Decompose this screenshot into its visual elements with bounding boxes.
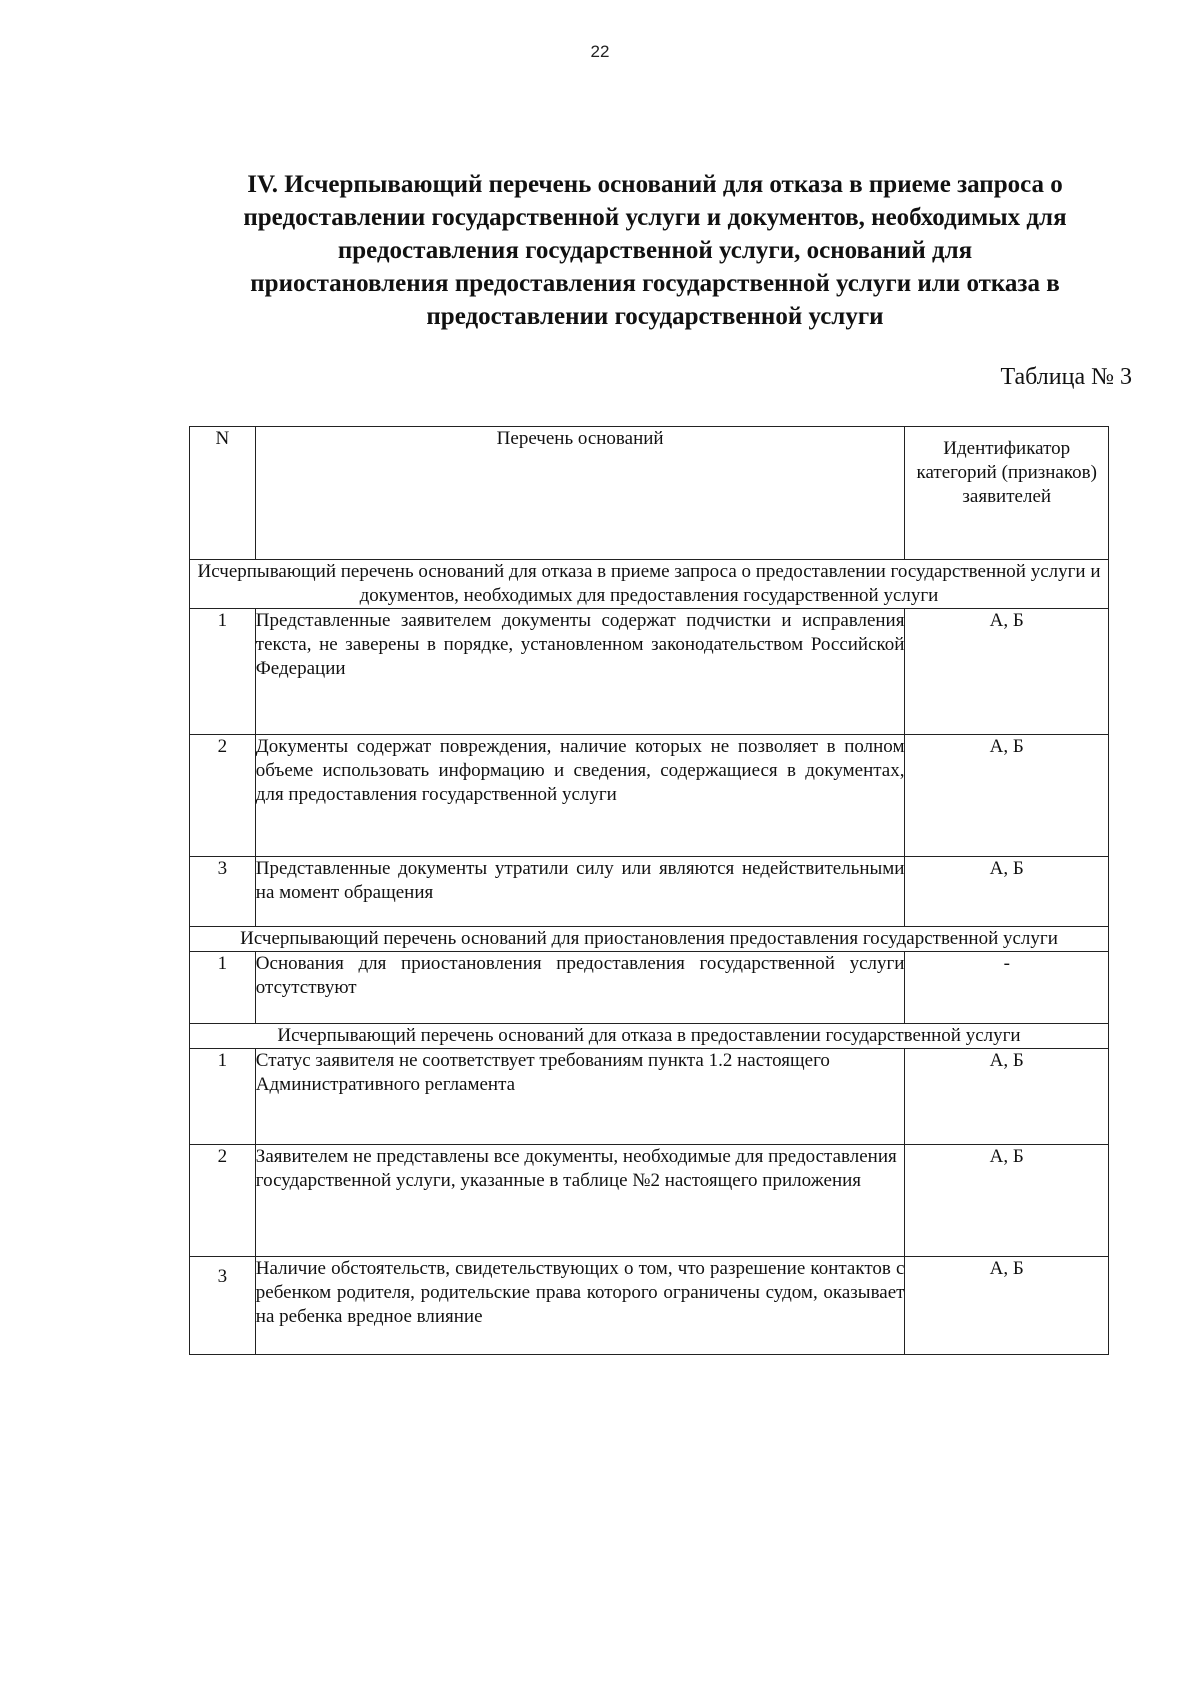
row-number: 3: [190, 1257, 256, 1355]
row-text: Представленные документы утратили силу или являются недействительными на момент обращения: [255, 857, 905, 927]
table-row: [190, 1049, 1109, 1145]
table-header-row: [190, 427, 1109, 560]
group-header-row: [190, 1024, 1109, 1049]
section-title: [175, 168, 1135, 333]
row-number: 1: [190, 952, 256, 1024]
section-title-line: приостановления предоставления государственной услуги или отказа в: [250, 270, 1060, 297]
group-title: Исчерпывающий перечень оснований для отказа в приеме запроса о предоставлении государственной услуги и документов, необходимых для предоставления государственной услуги: [190, 560, 1109, 609]
row-number: 1: [190, 1049, 256, 1145]
header-number: N: [190, 427, 256, 560]
group-title: Исчерпывающий перечень оснований для отказа в предоставлении государственной услуги: [190, 1024, 1109, 1049]
page-number: 22: [590, 42, 610, 61]
row-identifier: А, Б: [905, 1257, 1109, 1355]
table-row: [190, 609, 1109, 735]
header-identifier: Идентификатор категорий (признаков) заявителей: [905, 427, 1109, 560]
row-text: Документы содержат повреждения, наличие которых не позволяет в полном объеме использовать информацию и сведения, содержащиеся в документах, для предоставления государственной услуги: [255, 735, 905, 857]
group-header-row: [190, 927, 1109, 952]
row-text: Наличие обстоятельств, свидетельствующих о том, что разрешение контактов с ребенком родителя, родительские права которого ограничены судом, оказывает на ребенка вредное влияние: [255, 1257, 905, 1355]
row-identifier: А, Б: [905, 1049, 1109, 1145]
group-header-row: [190, 560, 1109, 609]
table-row: [190, 1145, 1109, 1257]
table-caption: Таблица № 3: [1000, 364, 1132, 390]
row-identifier: А, Б: [905, 735, 1109, 857]
section-title-line: предоставлении государственной услуги и документов, необходимых для: [243, 204, 1067, 231]
table-row: [190, 735, 1109, 857]
table-row: [190, 1257, 1109, 1355]
row-identifier: А, Б: [905, 609, 1109, 735]
grounds-table: [189, 426, 1109, 1355]
row-identifier: А, Б: [905, 1145, 1109, 1257]
row-number: 2: [190, 735, 256, 857]
table-row: [190, 952, 1109, 1024]
row-number: 3: [190, 857, 256, 927]
row-identifier: А, Б: [905, 857, 1109, 927]
row-text: Основания для приостановления предоставления государственной услуги отсутствуют: [255, 952, 905, 1024]
section-title-line: IV. Исчерпывающий перечень оснований для отказа в приеме запроса о: [247, 171, 1063, 198]
row-number: 2: [190, 1145, 256, 1257]
row-text: Статус заявителя не соответствует требованиям пункта 1.2 настоящего Административного регламента: [255, 1049, 905, 1145]
table-row: [190, 857, 1109, 927]
header-grounds: Перечень оснований: [255, 427, 905, 560]
row-identifier: -: [905, 952, 1109, 1024]
group-title: Исчерпывающий перечень оснований для приостановления предоставления государственной услуги: [190, 927, 1109, 952]
section-title-line: предоставления государственной услуги, оснований для: [337, 237, 973, 264]
row-text: Заявителем не представлены все документы, необходимые для предоставления государственной услуги, указанные в таблице №2 настоящего приложения: [255, 1145, 905, 1257]
row-number: 1: [190, 609, 256, 735]
section-title-line: предоставлении государственной услуги: [426, 303, 884, 330]
row-text: Представленные заявителем документы содержат подчистки и исправления текста, не заверены в порядке, установленном законодательством Российской Федерации: [255, 609, 905, 735]
